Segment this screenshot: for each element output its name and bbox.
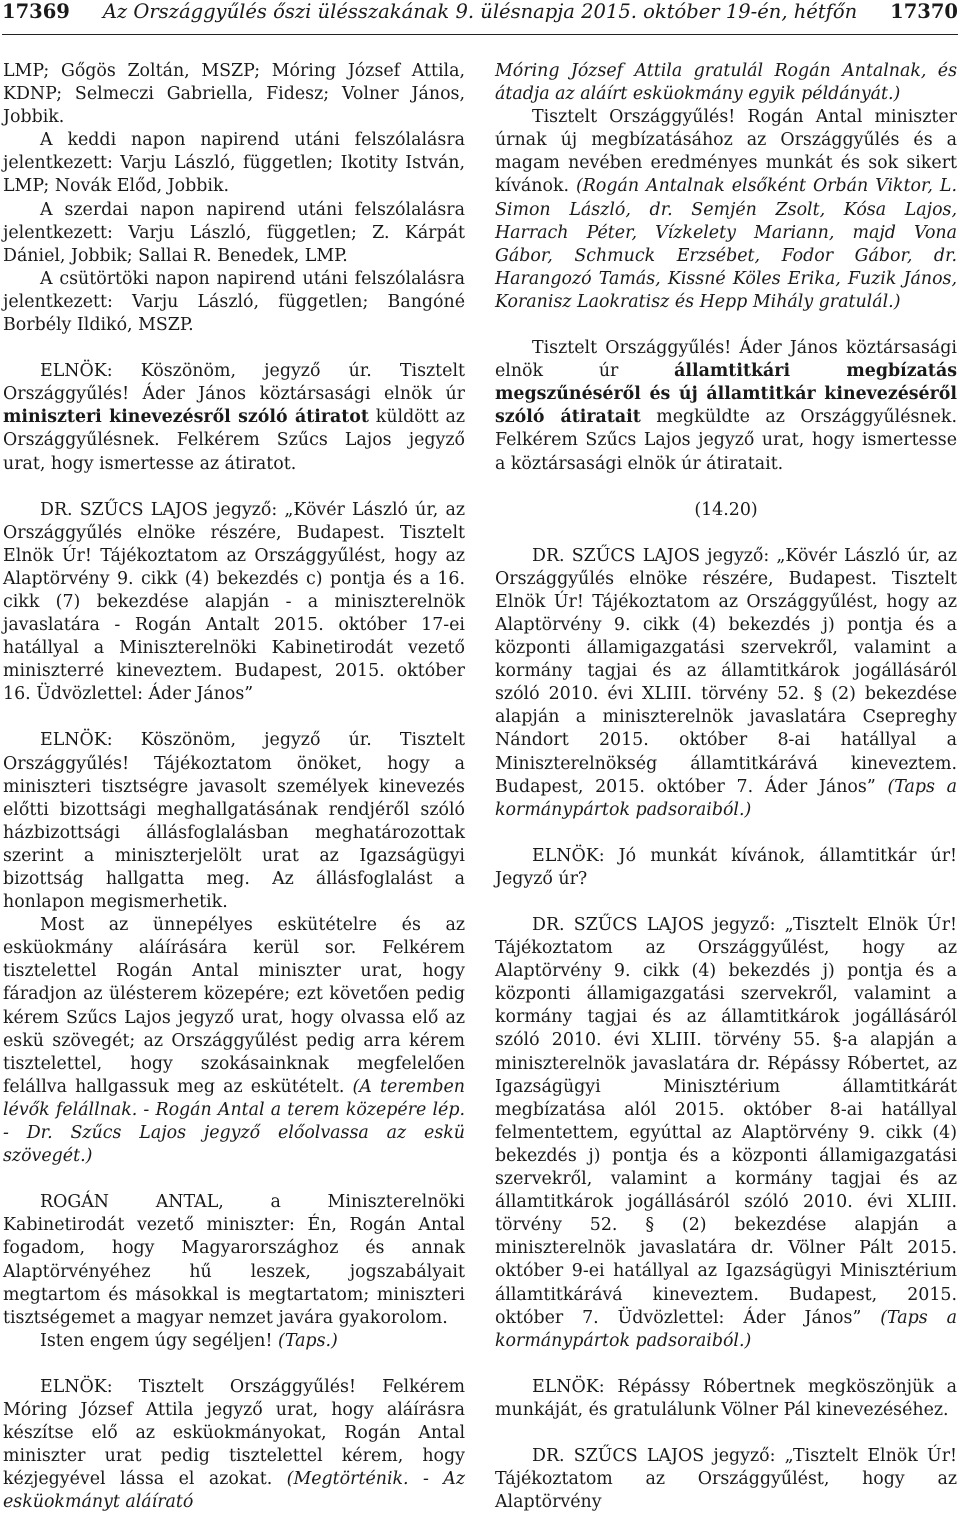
paragraph: ELNÖK: Köszönöm, jegyző úr. Tisztelt Országgyűlés! Tájékoztatom önöket, hogy a miniszteri tisztségre javasolt személyek kinevezés előtti bizottsági meghallgatásának rendjéről szóló házbizottsági állásfoglalásban meghatározottak szerint a miniszterjelölt urat az Igazságügyi bizottság hallgatta meg. Az állásfoglalást a honlapon megismerhetik. (3, 730, 465, 913)
paragraph: ELNÖK: Répássy Róbertnek megköszönjük a munkáját, és gratulálunk Völner Pál kinevezéséhez. (495, 1376, 957, 1420)
paragraph: ELNÖK: Jó munkát kívánok, államtitkár úr! Jegyző úr? (495, 845, 957, 889)
paragraph: ROGÁN ANTAL, a Miniszterelnöki Kabinetirodát vezető miniszter: Én, Rogán Antal fogadom, hogy Magyarországhoz és annak Alaptörvényéhez hű leszek, jogszabályait megtartom és másokkal is megtartatom; miniszteri tisztségemet a magyar nemzet javára gyakorolom. (3, 1192, 465, 1328)
paragraph: DR. SZŰCS LAJOS jegyző: „Kövér László úr, az Országgyűlés elnöke részére, Budapest. Tisztelt Elnök Úr! Tájékoztatom az Országgyűlést, hogy az Alaptörvény 9. cikk (4) bekezdés j) pontja és a központi államigazgatási szervekről, valamint a kormány tagjai és az államtitkárok jogállásáról szóló 2010. évi XLIII. törvény 52. § (2) bekezdése alapján a miniszterelnök javaslatára Csepreghy Nándort 2015. október 8-ai hatállyal a Miniszterelnökség államtitkárává kineveztem. Budapest, 2015. október 7. Áder János” (Taps a kormánypártok padsoraiból.) (495, 545, 957, 820)
page-header (0, 0, 960, 28)
paragraph: Tisztelt Országgyűlés! Áder János köztársasági elnök úr államtitkári megbízatás megszűnéséről és új államtitkár kinevezéséről szóló átiratait megküldte az Országgyűlésnek. Felkérem Szűcs Lajos jegyző urat, hogy ismertesse a köztársasági elnök úr átiratait. (495, 338, 958, 474)
timestamp: (14.20) (694, 499, 758, 520)
right-column (495, 60, 957, 1514)
paragraph: DR. SZŰCS LAJOS jegyző: „Kövér László úr, az Országgyűlés elnöke részére, Budapest. Tisztelt Elnök Úr! Tájékoztatom az Országgyűlést, hogy az Alaptörvény 9. cikk (4) bekezdés c) pontja és a 16. cikk (7) bekezdése alapján - a miniszterelnök javaslatára - Rogán Antalt 2015. október 17-ei hatállyal a Miniszterelnöki Kabinetirodát vezető miniszterré kineveztem. Budapest, 2015. október 16. Üdvözlettel: Áder János” (3, 499, 465, 705)
paragraph: Tisztelt Országgyűlés! Rogán Antal miniszter úrnak új megbízatásához az Országgyűlés és a magam nevében eredményes munkát és sok sikert kívánok. (Rogán Antalnak elsőként Orbán Viktor, L. Simon László, dr. Semjén Zsolt, Kósa Lajos, Harrach Péter, Vízkelety Mariann, majd Vona Gábor, Schmuck Erzsébet, Fodor Gábor, dr. Harangozó Tamás, Kissné Köles Erika, Fuzik János, Koranisz Laokratisz és Hepp Mihály gratulál.) (495, 107, 957, 312)
paragraph: A keddi napon napirend utáni felszólalásra jelentkezett: Varju László, független; Ikotity István, LMP; Novák Előd, Jobbik. (3, 130, 465, 197)
paragraph: ELNÖK: Tisztelt Országgyűlés! Felkérem Móring József Attila jegyző urat, hogy aláírásra készítse elő az esküokmányokat, Rogán Antal miniszter urat pedig tisztelettel kérem, hogy kézjegyével lássa el azokat. (Megtörténik. - Az esküokmányt aláírató (3, 1376, 465, 1513)
paragraph: Most az ünnepélyes eskütételre és az esküokmány aláírására kerül sor. Felkérem tisztelettel Rogán Antal miniszter urat, hogy fáradjon az ülésterem közepére; ezt követően pedig kérem Szűcs Lajos jegyző urat, hogy olvassa elő az eskü szövegét; az Országgyűlést pedig arra kérem tisztelettel, hogy szokásainknak megfelelően felállva hallgassuk meg az eskütételt. (A teremben lévők felállnak. - Rogán Antal a terem közepére lép. - Dr. Szűcs Lajos jegyző előolvassa az eskü szövegét.) (3, 915, 466, 1167)
paragraph: A szerdai napon napirend utáni felszólalásra jelentkezett: Varju László, független; Z. Kárpát Dániel, Jobbik; Sallai R. Benedek, LMP. (3, 199, 465, 266)
paragraph: DR. SZŰCS LAJOS jegyző: „Tisztelt Elnök Úr! Tájékoztatom az Országgyűlést, hogy az Alaptörvény (495, 1445, 957, 1513)
paragraph: A csütörtöki napon napirend utáni felszólalásra jelentkezett: Varju László, független; Bangóné Borbély Ildikó, MSZP. (3, 268, 465, 336)
paragraph: LMP; Gőgös Zoltán, MSZP; Móring József Attila, KDNP; Selmeczi Gabriella, Fidesz; Volner János, Jobbik. (3, 61, 465, 128)
paragraph: Isten engem úgy segéljen! (Taps.) (40, 1330, 338, 1351)
page-running-title: Az Országgyűlés őszi ülésszakának 9. ülésnapja 2015. október 19-én, hétfőn (102, 0, 858, 23)
page-number-right: 17370 (890, 0, 958, 23)
paragraph: DR. SZŰCS LAJOS jegyző: „Tisztelt Elnök Úr! Tájékoztatom az Országgyűlést, hogy az Alaptörvény 9. cikk (4) bekezdés j) pontja és a központi államigazgatási szervekről, valamint a kormány tagjai és az államtitkárok jogállásáról szóló 2010. évi XLIII. törvény 55. §-a alapján a miniszterelnök javaslatára dr. Répássy Róbertet, az Igazságügyi Minisztérium államtitkárát megbízatása alól 2015. október 8-ai hatállyal felmentettem, egyúttal az Alaptörvény 9. cikk (4) bekezdés j) pontja és a központi államigazgatási szervekről, valamint a kormány tagjai és az államtitkárok jogállásáról szóló 2010. évi XLIII. törvény 52. § (2) bekezdése alapján a miniszterelnök javaslatára dr. Völner Pált 2015. október 9-ei hatállyal az Igazságügyi Minisztérium államtitkárává kineveztem. Budapest, 2015. október 7. Üdvözlettel: Áder János” (Taps a kormánypártok padsoraiból.) (495, 915, 957, 1351)
paragraph: Móring József Attila gratulál Rogán Antalnak, és átadja az aláírt esküokmány egyik példányát.) (495, 61, 957, 105)
page-number-left: 17369 (2, 0, 70, 23)
left-column (3, 60, 465, 1514)
paragraph: ELNÖK: Köszönöm, jegyző úr. Tisztelt Országgyűlés! Áder János köztársasági elnök úr miniszteri kinevezésről szóló átiratot küldött az Országgyűlésnek. Felkérem Szűcs Lajos jegyző urat, hogy ismertesse az átiratot. (3, 361, 466, 474)
header-rule (2, 34, 958, 35)
